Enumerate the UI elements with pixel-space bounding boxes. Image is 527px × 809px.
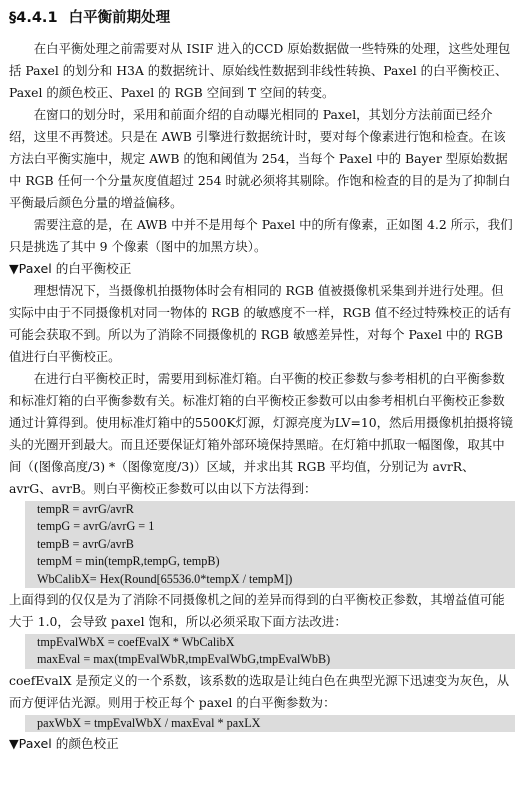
code-line: maxEval = max(tmpEvalWbR,tmpEvalWbG,tmpEvalWbB) <box>37 652 331 667</box>
paragraph-ideal-case: 理想情况下，当摄像机拍摄物体时会有相同的 RGB 值被摄像机采集到并进行处理。但实际中由于不同摄像机对同一物体的 RGB 的敏感度不一样，RGB 值不经过特殊校正的话有可能会获取不到。所以为了消除不同摄像机的 RGB 敏感差异性，对每个 Paxel 中的 RGB 值进行白平衡校正。 <box>9 283 512 364</box>
code-line: paxWbX = tmpEvalWbX / maxEval * paxLX <box>37 715 261 730</box>
code-line: tempM = min(tempR,tempG, tempB) <box>37 554 220 569</box>
code-line: tempB = avrG/avrB <box>37 536 134 551</box>
section-title: 白平衡前期处理 <box>68 10 171 26</box>
paragraph-gain-improvement: 上面得到的仅仅是为了消除不同摄像机之间的差异而得到的白平衡校正参数，其增益值可能大于 1.0，会导致 paxel 饱和，所以必须采取下面方法改进： <box>9 592 505 630</box>
code-line: tempR = avrG/avrR <box>37 502 134 516</box>
code-line: WbCalibX= Hex(Round[65536.0*tempX / tempM]) <box>37 571 293 586</box>
code-block-eval <box>25 634 515 669</box>
section-heading <box>9 8 515 28</box>
paragraph-intro: 在白平衡处理之前需要对从 ISIF 进入的CCD 原始数据做一些特殊的处理，这些处理包括 Paxel 的划分和 H3A 的数据统计、原始线性数据到非线性转换、Paxel 的白平衡校正、Paxel 的颜色校正、Paxel 的 RGB 空间到 T 空间的转变。 <box>9 41 511 100</box>
paragraph-calibration: 在进行白平衡校正时，需要用到标准灯箱。白平衡的校正参数与参考相机的白平衡参数和标准灯箱的白平衡参数有关。标准灯箱的白平衡校正参数可以由参考相机白平衡校正参数通过计算得到。使用标准灯箱中的5500K灯源，灯源亮度为LV=10，然后用摄像机拍摄将镜头的光圈开到最大。而且还要保证灯箱外部环境保持黑暗。在灯箱中抓取一幅图像，取其中间（(图像高度/3) *（图像宽度/3)）区域，并求出其 RGB 平均值，分别记为 avrR、avrG、avrB。则白平衡校正参数可以由以下方法得到： <box>9 371 513 496</box>
subsection-heading-color-correction: ▼Paxel 的颜色校正 <box>9 736 119 752</box>
subsection-heading-white-balance: ▼Paxel 的白平衡校正 <box>9 261 132 276</box>
code-block-calibration <box>25 501 515 588</box>
paragraph-coef-eval: coefEvalX 是预定义的一个系数，该系数的选取是让纯白色在典型光源下迅速变为灰色，从而方便评估光源。则用于校正每个 paxel 的白平衡参数为： <box>9 672 510 710</box>
code-line: tempG = avrG/avrG = 1 <box>37 519 155 534</box>
paragraph-window-division: 在窗口的划分时，采用和前面介绍的自动曝光相同的 Paxel，其划分方法前面已经介绍，这里不再赘述。只是在 AWB 引擎进行数据统计时，要对每个像素进行饱和检查。在该方法白平衡实施中，规定 AWB 的饱和阈值为 254，当每个 Paxel 中的 Bayer 型原始数据中 RGB 任何一个分量灰度值超过 254 时就必须将其剔除。作饱和检查的目的是为了抑制白平衡最后颜色分量的增益偏移。 <box>9 107 511 210</box>
section-number: §4.4.1 <box>9 10 58 26</box>
code-block-paxel-wb <box>25 715 515 732</box>
paragraph-awb-note: 需要注意的是，在 AWB 中并不是用每个 Paxel 中的所有像素，正如图 4.2 所示，我们只是挑选了其中 9 个像素（图中的加黑方块）。 <box>9 217 513 254</box>
code-line: tmpEvalWbX = coefEvalX * WbCalibX <box>37 635 235 650</box>
